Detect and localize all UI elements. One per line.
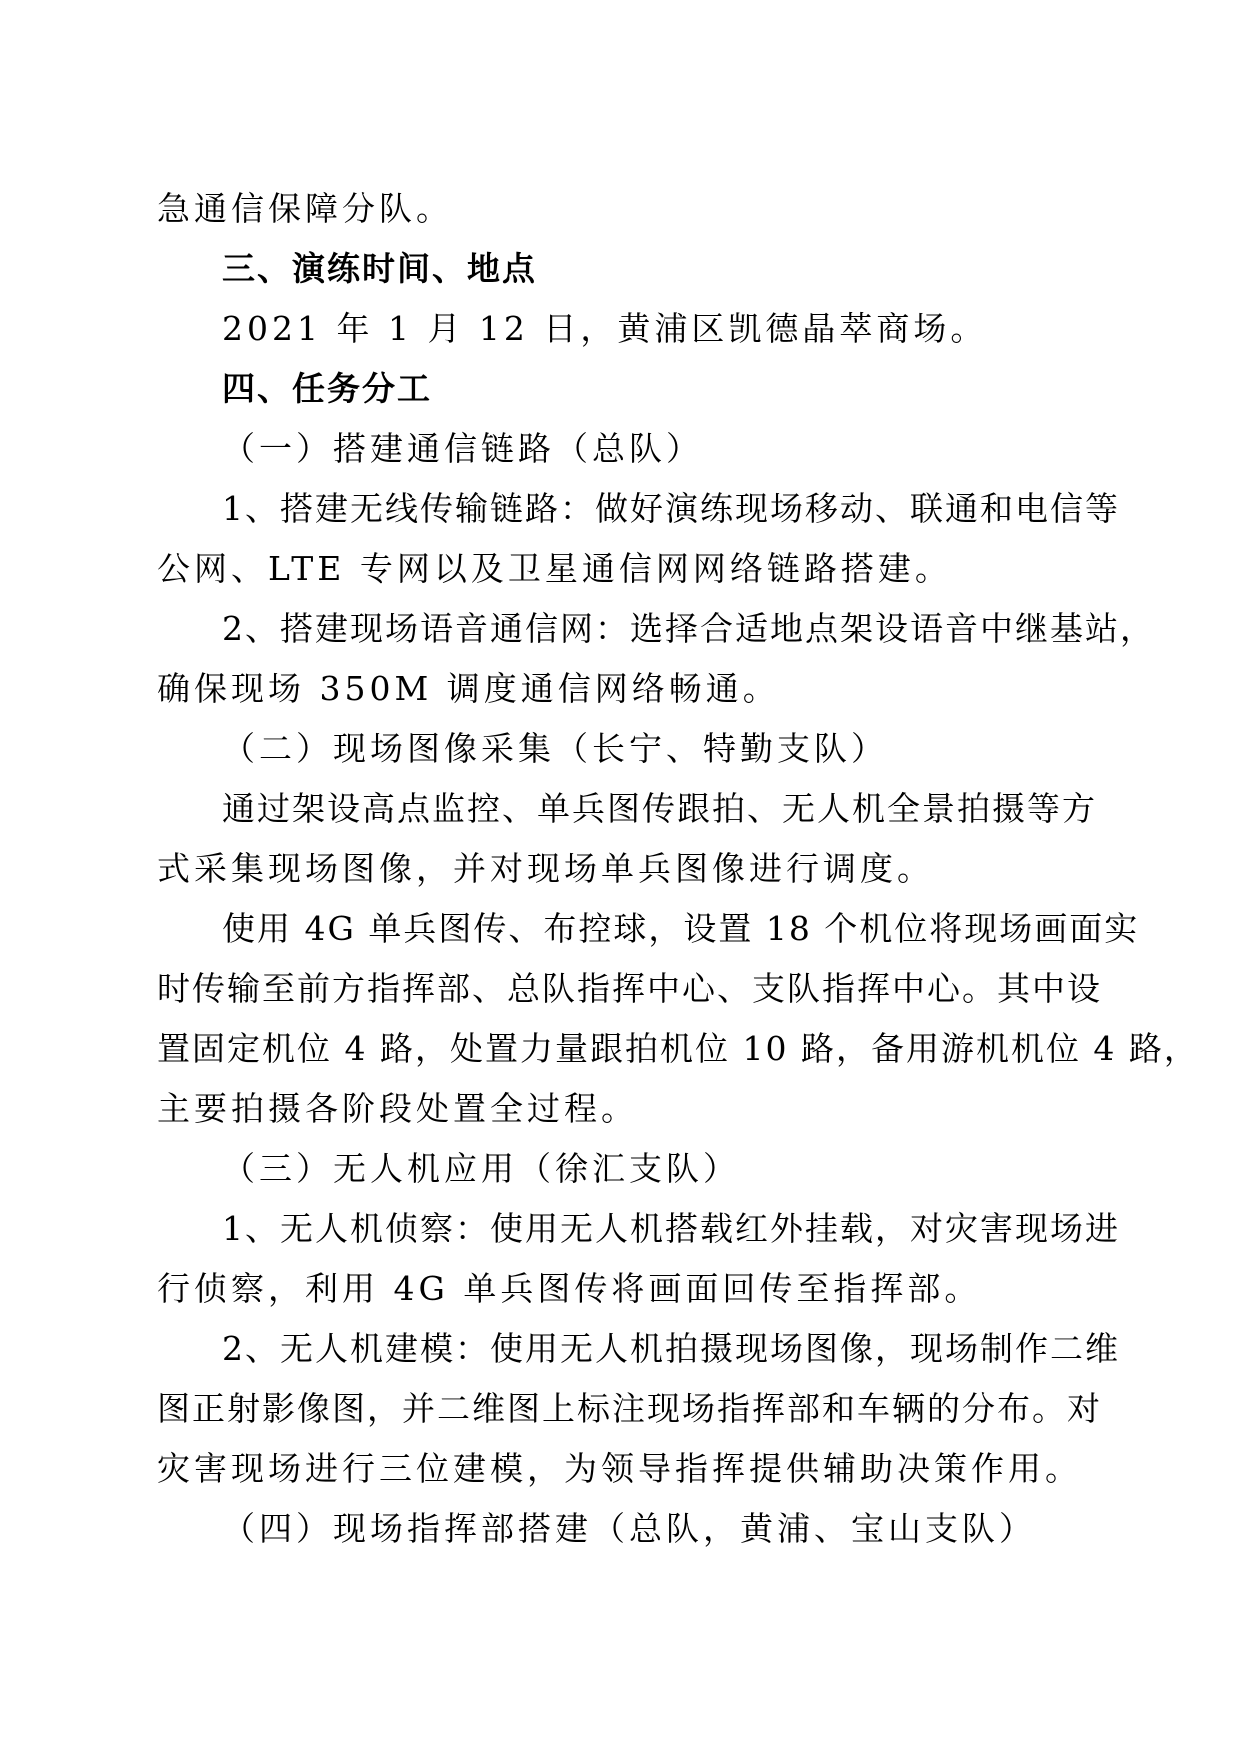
body-text-line: 2021 年 1 月 12 日，黄浦区凯德晶萃商场。	[222, 309, 988, 348]
body-text-line: 图正射影像图，并二维图上标注现场指挥部和车辆的分布。对	[157, 1389, 1102, 1428]
body-text-line: 式采集现场图像，并对现场单兵图像进行调度。	[157, 849, 934, 888]
body-text-line: 时传输至前方指挥部、总队指挥中心、支队指挥中心。其中设	[157, 969, 1102, 1008]
subsection-heading-1: （一）搭建通信链路（总队）	[222, 429, 703, 468]
body-text-line: 1、搭建无线传输链路：做好演练现场移动、联通和电信等	[222, 489, 1120, 528]
section-heading-3: 三、演练时间、地点	[222, 249, 537, 288]
body-text-line: 2、搭建现场语音通信网：选择合适地点架设语音中继基站，	[222, 609, 1155, 648]
section-heading-4: 四、任务分工	[222, 369, 432, 408]
body-text-line: 行侦察，利用 4G 单兵图传将画面回传至指挥部。	[157, 1269, 982, 1308]
subsection-heading-2: （二）现场图像采集（长宁、特勤支队）	[222, 729, 888, 768]
body-text-line: 使用 4G 单兵图传、布控球，设置 18 个机位将现场画面实	[222, 909, 1140, 948]
subsection-heading-3: （三）无人机应用（徐汇支队）	[222, 1149, 740, 1188]
body-text-line: 主要拍摄各阶段处置全过程。	[157, 1089, 638, 1128]
body-text-line: 置固定机位 4 路，处置力量跟拍机位 10 路，备用游机机位 4 路，	[157, 1029, 1199, 1068]
body-text-line: 灾害现场进行三位建模，为领导指挥提供辅助决策作用。	[157, 1449, 1082, 1488]
body-text-line: 确保现场 350M 调度通信网络畅通。	[157, 669, 780, 708]
body-text-line: 急通信保障分队。	[157, 189, 453, 228]
subsection-heading-4: （四）现场指挥部搭建（总队，黄浦、宝山支队）	[222, 1509, 1036, 1548]
body-text-line: 公网、LTE 专网以及卫星通信网网络链路搭建。	[157, 549, 952, 588]
body-text-line: 通过架设高点监控、单兵图传跟拍、无人机全景拍摄等方	[222, 789, 1097, 828]
body-text-line: 1、无人机侦察：使用无人机搭载红外挂载，对灾害现场进	[222, 1209, 1120, 1248]
body-text-line: 2、无人机建模：使用无人机拍摄现场图像，现场制作二维	[222, 1329, 1120, 1368]
